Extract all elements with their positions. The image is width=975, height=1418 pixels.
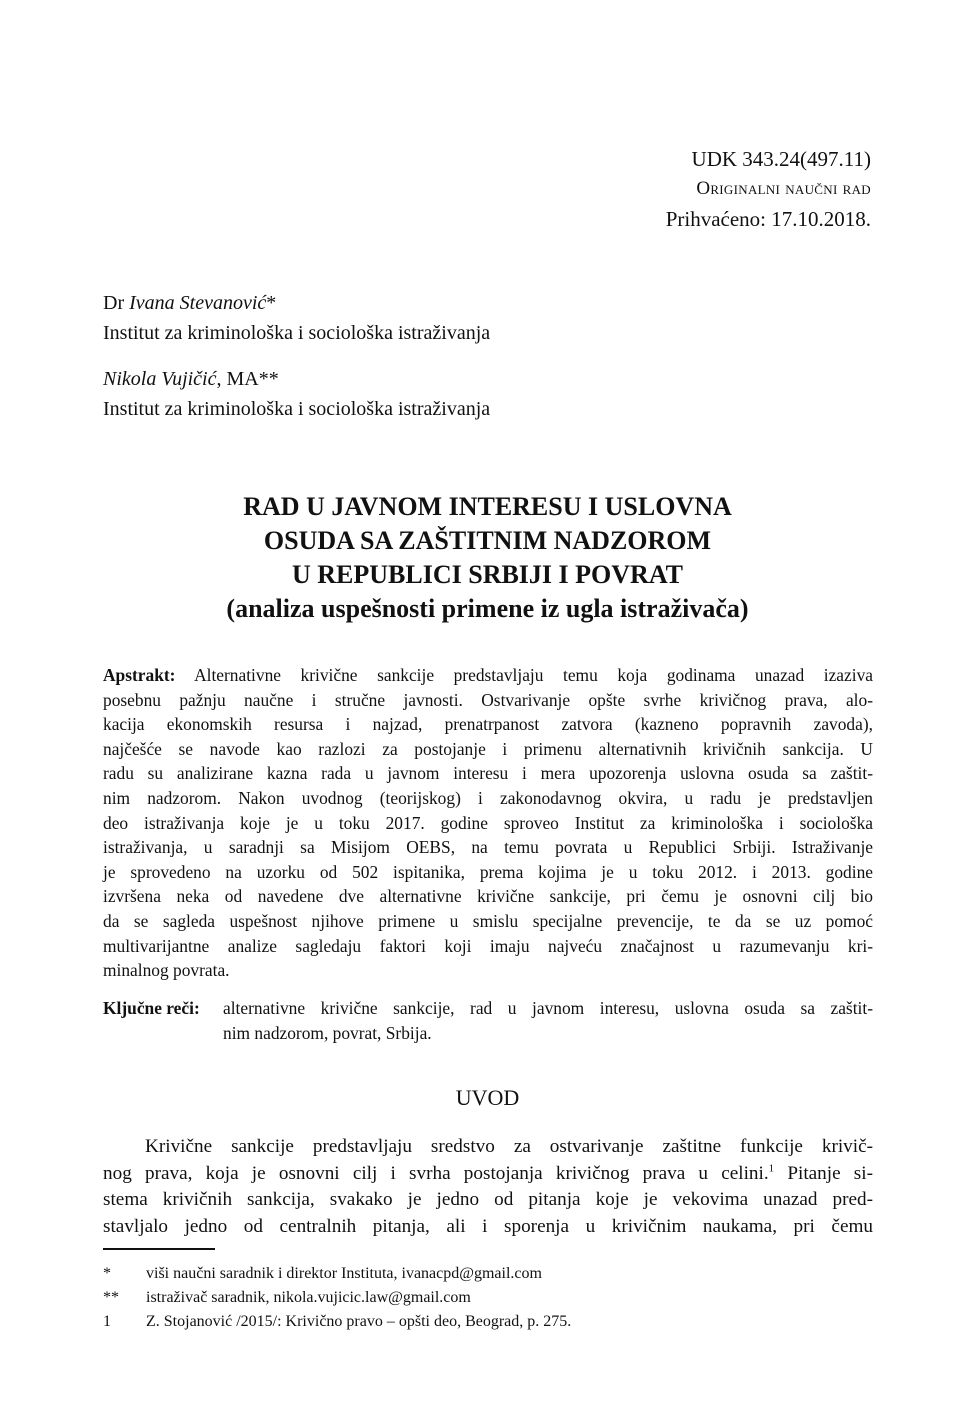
abstract-label: Apstrakt: — [103, 665, 176, 685]
footnote-mark: ** — [103, 1289, 119, 1306]
abstract-line: posebnu pažnju naučne i stručne javnosti. Ostvarivanje opšte svrhe krivičnog prava, alo- — [103, 689, 873, 710]
author-prefix: Dr — [103, 292, 130, 314]
author-1 — [103, 288, 490, 318]
author-affiliation: Institut za kriminološka i sociološka istraživanja — [103, 398, 491, 420]
keywords-label: Ključne reči: — [103, 998, 200, 1018]
author-footnote-mark: * — [266, 292, 277, 314]
author-affiliation: Institut za kriminološka i sociološka istraživanja — [103, 322, 491, 344]
abstract-line: nim nadzorom. Nakon uvodnog (teorijskog) i zakonodavnog okvira, u radu je predstavljen — [103, 787, 873, 808]
title-line: RAD U JAVNOM INTERESU I USLOVNA — [243, 492, 732, 521]
section-heading: UVOD — [455, 1085, 520, 1110]
abstract-line: izvršena neka od navedene dve alternativne krivične sankcije, pri čemu je osnovni cilj bio — [103, 886, 873, 907]
abstract — [103, 663, 873, 983]
body-line: stavljalo jedno od centralnih pitanja, ali i sporenja u krivičnim naukama, pri čemu — [103, 1215, 873, 1237]
article-metadata — [666, 144, 871, 234]
abstract-line: istraživanja, u saradnji sa Misijom OEBS, na temu povrata u Republici Srbiji. Istraživanje — [103, 837, 873, 858]
abstract-line: multivarijantne analize sagledaju faktori koji imaju najveću značajnost u razumevanju kri- — [103, 935, 873, 956]
footnote-mark: * — [103, 1265, 111, 1282]
accepted-date: Prihvaćeno: 17.10.2018. — [665, 207, 871, 231]
abstract-line: kacija ekonomskih resursa i najzad, prenatrpanost zatvora (kazneno popravnih zavoda), — [103, 714, 873, 735]
abstract-line: minalnog povrata. — [103, 960, 230, 981]
footnote-text: Z. Stojanović /2015/: Krivično pravo – opšti deo, Beograd, p. 275. — [146, 1313, 572, 1330]
body-line: Krivične sankcije predstavljaju sredstvo za ostvarivanje zaštitne funkcije krivič- — [145, 1136, 873, 1157]
author-footnote-mark: , MA** — [216, 368, 279, 390]
footnote-divider — [103, 1248, 215, 1250]
title-line: U REPUBLICI SRBIJI I POVRAT — [291, 560, 684, 589]
footnote-mark: 1 — [103, 1313, 111, 1330]
abstract-line: Apstrakt: Alternativne krivične sankcije predstavljaju temu koja godinama unazad izaziva — [103, 665, 873, 685]
author-name: Nikola Vujičić — [103, 368, 217, 390]
abstract-line: radu su analizirane kazna rada u javnom interesu i mera upozorenja uslovna osuda sa zaštit- — [103, 763, 873, 784]
footnote-ref[interactable]: 1 — [768, 1162, 775, 1175]
author-name: Ivana Stevanović — [129, 292, 267, 314]
footnote — [103, 1286, 803, 1310]
keywords-line: alternativne krivične sankcije, rad u javnom interesu, uslovna osuda sa zaštit- — [223, 998, 873, 1018]
footnote-text: istraživač saradnik, nikola.vujicic.law@gmail.com — [146, 1289, 471, 1306]
author-block — [103, 288, 490, 424]
body-line: nog prava, koja je osnovni cilj i svrha postojanja krivičnog prava u celini.$^1$ Pitanje si- — [103, 1162, 873, 1184]
title-line: OSUDA SA ZAŠTITNIM NADZOROM — [263, 526, 712, 555]
abstract-line: da se sagleda uspešnost njihove primene u smislu specijalne prevencije, te da se uz pomoć — [103, 910, 873, 931]
author-2 — [103, 364, 490, 394]
title-subtitle: (analiza uspešnosti primene iz ugla istraživača) — [226, 594, 749, 623]
abstract-line: najčešće se navode kao razlozi za postojanje i primenu alternativnih krivičnih sankcija. U — [103, 738, 873, 759]
footnote-text: viši naučni saradnik i direktor Instituta, ivanacpd@gmail.com — [146, 1265, 542, 1282]
footnote — [103, 1310, 803, 1334]
keywords-line: nim nadzorom, povrat, Srbija. — [223, 1022, 432, 1043]
paper-type: Originalni naučni rad — [696, 178, 871, 199]
abstract-line: deo istraživanja koje je u toku 2017. godine sproveo Institut za kriminološka i sociološka — [103, 812, 873, 833]
udk-code: UDK 343.24(497.11) — [691, 147, 871, 171]
intro-paragraph — [103, 1134, 873, 1240]
footnotes — [103, 1262, 803, 1334]
paper-title — [0, 490, 975, 626]
body-line: stema krivičnih sankcija, svakako je jedno od pitanja koje je vekovima unazad pred- — [103, 1189, 873, 1210]
abstract-line: je sprovedeno na uzorku od 502 ispitanika, prema kojima je u toku 2012. i 2013. godine — [103, 861, 873, 882]
footnote — [103, 1262, 803, 1286]
